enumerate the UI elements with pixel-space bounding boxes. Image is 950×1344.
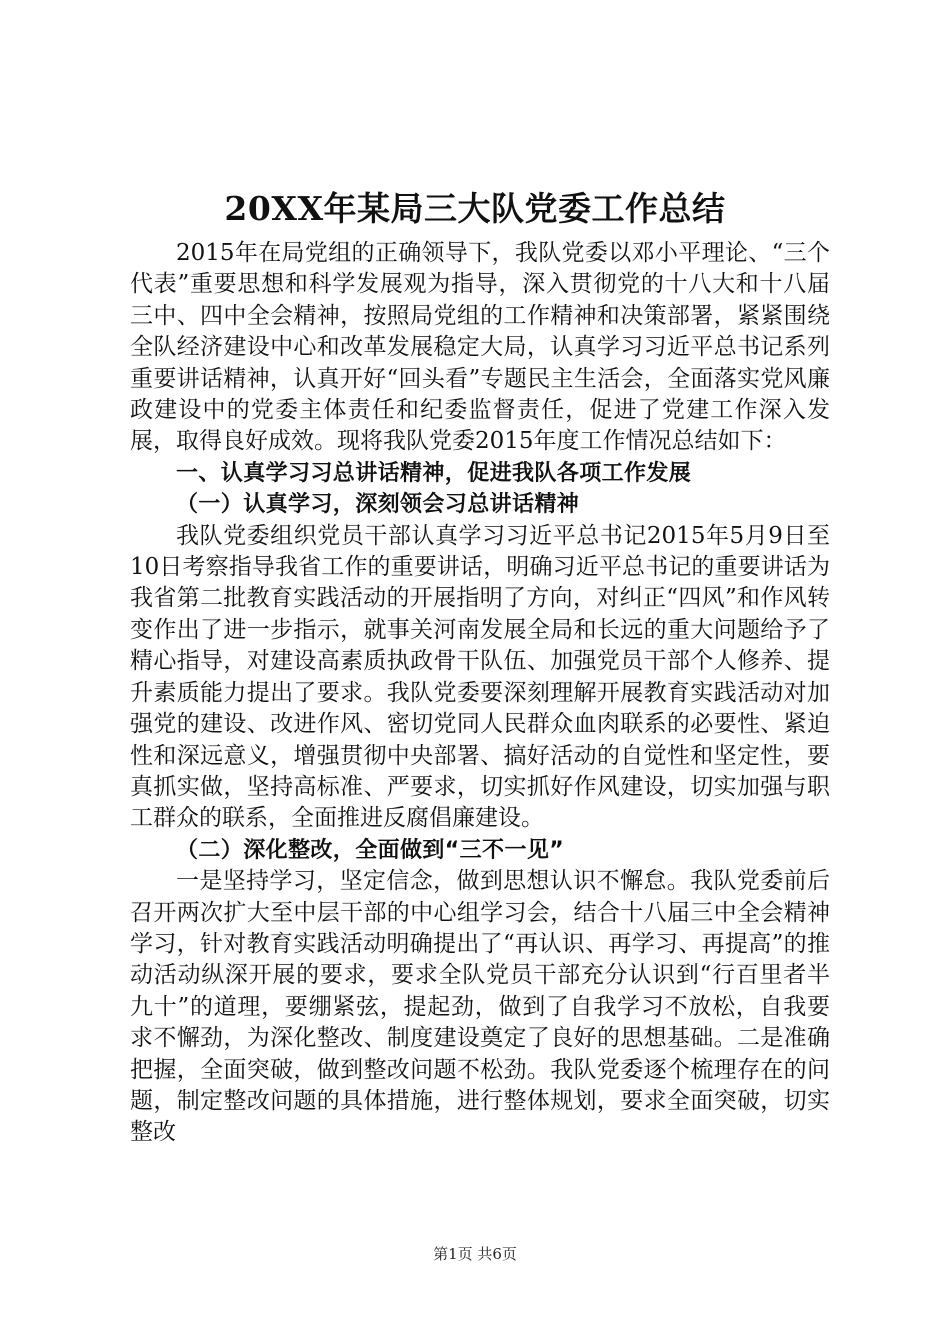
subsection-heading-1-1: （一）认真学习，深刻领会习总讲话精神 (176, 492, 580, 518)
subsection-heading-1-2: （二）深化整改，全面做到“三不一见” (176, 837, 565, 863)
section-heading-1: 一、认真学习习总讲话精神，促进我队各项工作发展 (176, 460, 692, 486)
body-paragraph-1: 我队党委组织党员干部认真学习习近平总书记2015年5月9日至10日考察指导我省工作的重要讲话，明确习近平总书记的重要讲话为我省第二批教育实践活动的开展指明了方向，对纠正“四风”和作风转变作出了进一步指示，就事关河南发展全局和长远的重大问题给予了精心指导，对建设高素质执政骨干队伍、加强党员干部个人修养、提升素质能力提出了要求。我队党委要深刻理解开展教育实践活动对加强党的建设、改进作风、密切党同人民群众血肉联系的必要性、紧迫性和深远意义，增强贯彻中央部署、搞好活动的自觉性和坚定性，要真抓实做，坚持高标准、严要求，切实抓好作风建设，切实加强与职工群众的联系，全面推进反腐倡廉建设。 (130, 522, 830, 832)
page-number-footer: 第1页 共6页 (433, 1245, 517, 1263)
body-paragraph-2: 一是坚持学习，坚定信念，做到思想认识不懈怠。我队党委前后召开两次扩大至中层干部的中心组学习会，结合十八届三中全会精神学习，针对教育实践活动明确提出了“再认识、再学习、再提高”的推动活动纵深开展的要求，要求全队党员干部充分认识到“行百里者半九十”的道理，要绷紧弦，提起劲，做到了自我学习不放松，自我要求不懈劲，为深化整改、制度建设奠定了良好的思想基础。二是准确把握，全面突破，做到整改问题不松劲。我队党委逐个梳理存在的问题，制定整改问题的具体措施，进行整体规划，要求全面突破，切实整改 (130, 868, 830, 1146)
document-body (130, 238, 830, 1149)
document-title: 20XX年某局三大队党委工作总结 (224, 189, 726, 228)
intro-paragraph: 2015年在局党组的正确领导下，我队党委以邓小平理论、“三个代表”重要思想和科学发展观为指导，深入贯彻党的十八大和十八届三中、四中全会精神，按照局党组的工作精神和决策部署，紧紧围绕全队经济建设中心和改革发展稳定大局，认真学习习近平总书记系列重要讲话精神，认真开好“回头看”专题民主生活会，全面落实党风廉政建设中的党委主体责任和纪委监督责任，促进了党建工作深入发展，取得良好成效。现将我队党委2015年度工作情况总结如下： (130, 240, 830, 455)
